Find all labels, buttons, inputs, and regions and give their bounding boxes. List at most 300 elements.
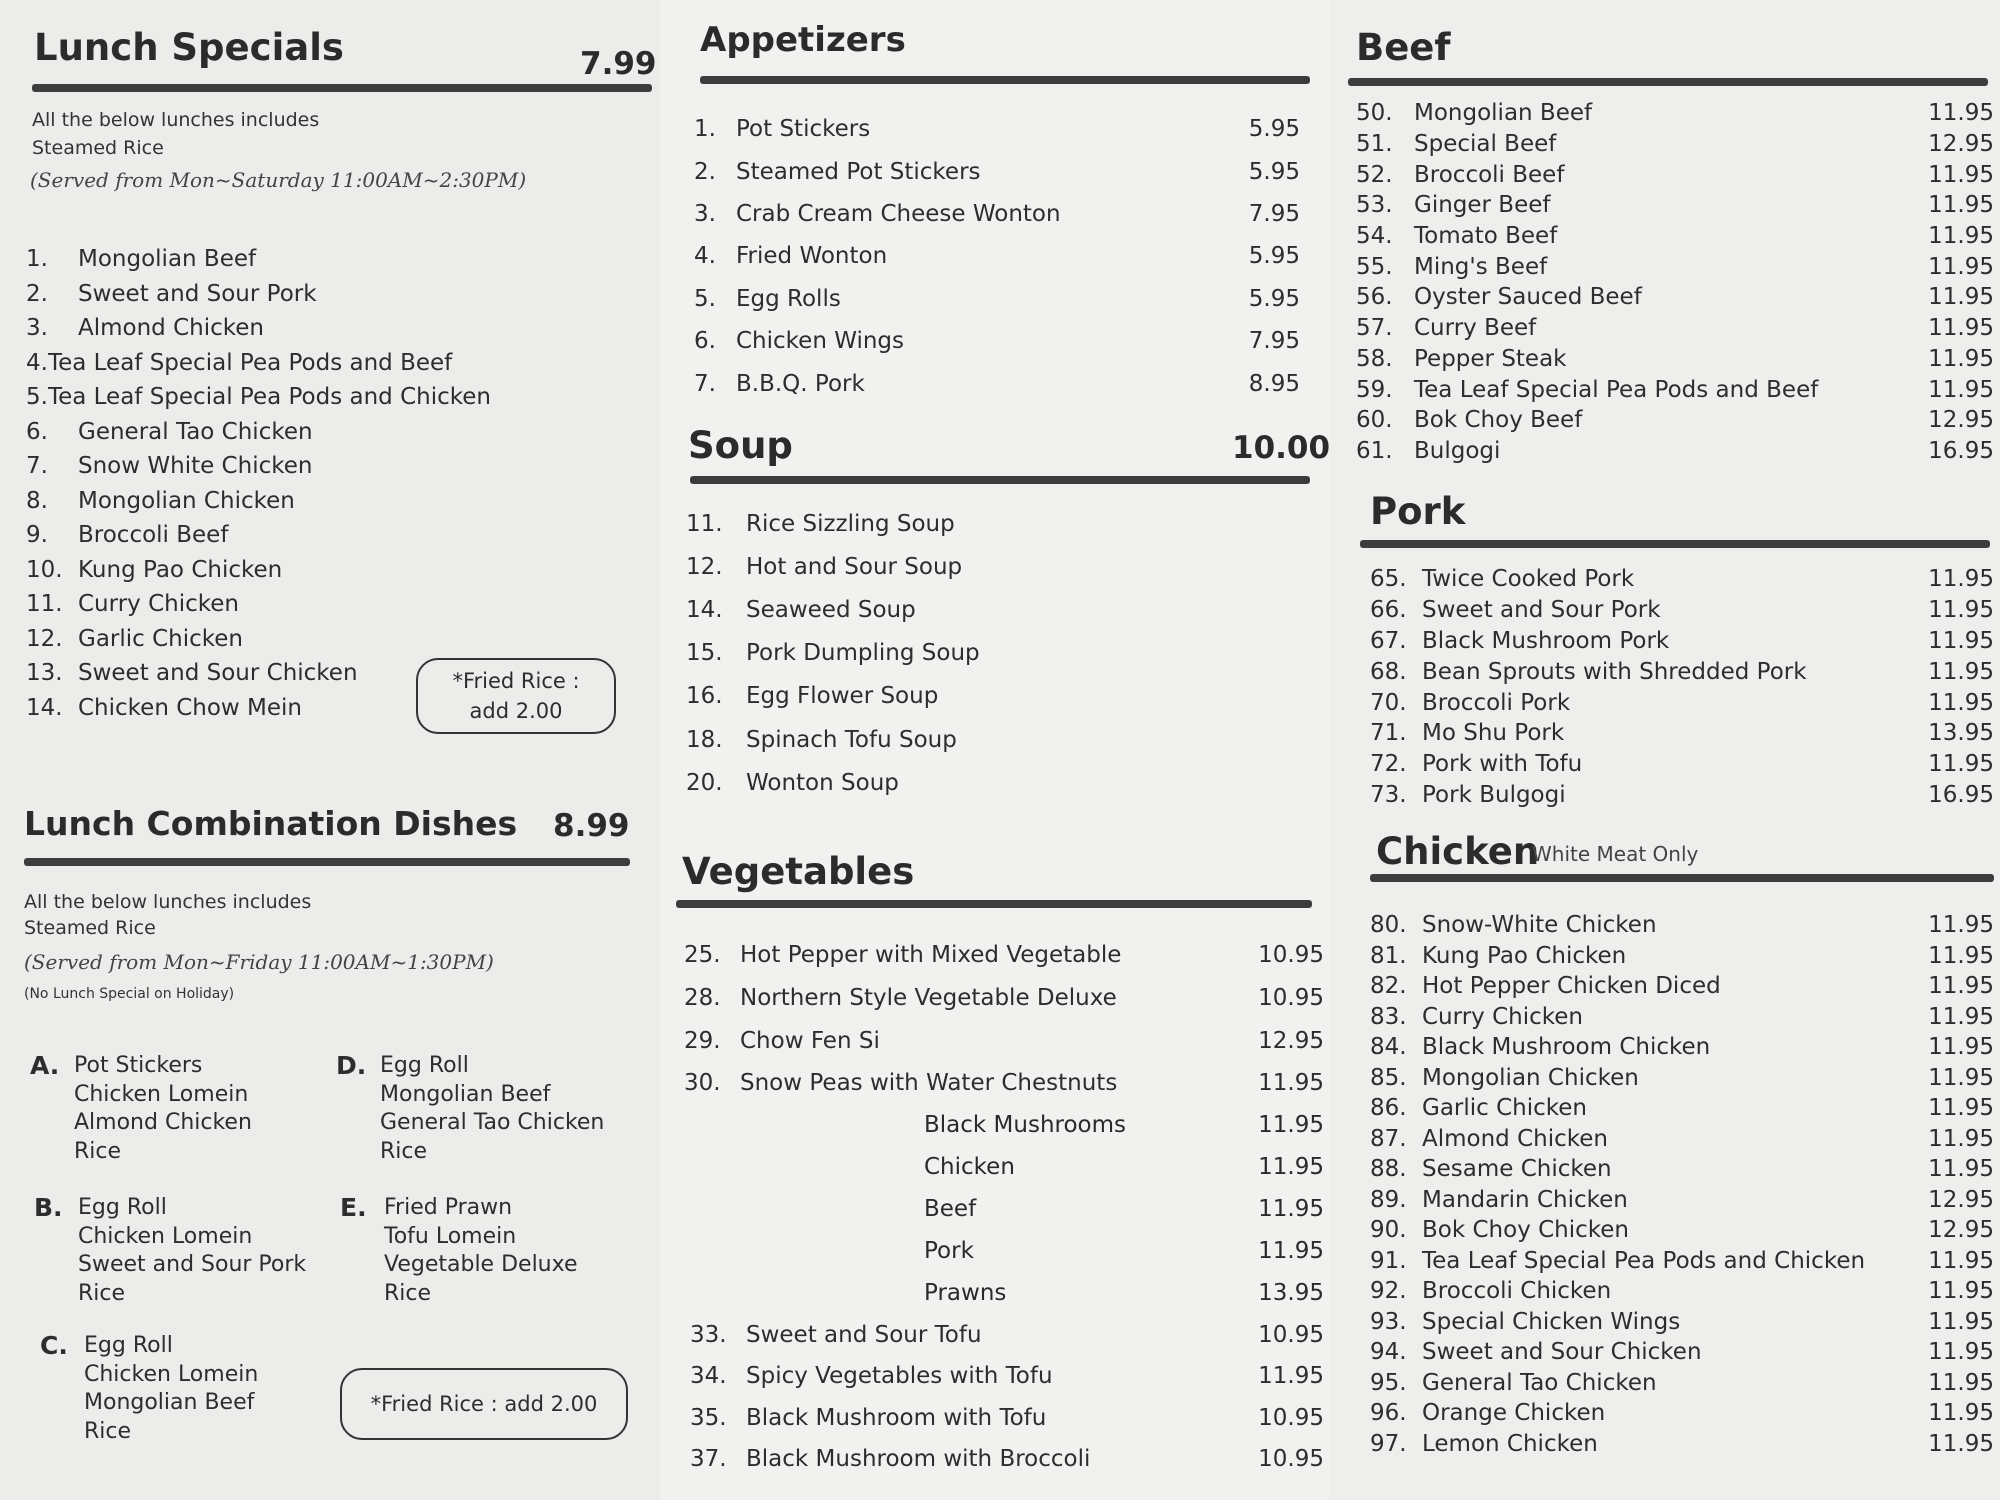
item-name: Spinach Tofu Soup xyxy=(746,726,957,753)
menu-item xyxy=(1370,749,1994,780)
variant-item xyxy=(924,1272,1324,1314)
menu-item xyxy=(26,656,446,691)
item-price: 10.95 xyxy=(1258,1446,1324,1473)
item-name: Steamed Pot Stickers xyxy=(736,158,981,185)
item-price: 11.95 xyxy=(1928,1064,1994,1091)
menu-item xyxy=(1370,564,1994,595)
item-price: 5.95 xyxy=(1248,285,1300,312)
item-name: Snow-White Chicken xyxy=(1422,912,1657,939)
item-price: 8.95 xyxy=(1248,370,1300,397)
item-number: 25. xyxy=(684,942,721,969)
menu-item xyxy=(26,691,446,726)
combo-line: General Tao Chicken xyxy=(380,1110,605,1135)
menu-item xyxy=(686,761,1186,804)
vegetables-list-bottom xyxy=(690,1314,1324,1480)
item-number: 71. xyxy=(1370,720,1407,747)
item-name: Ginger Beef xyxy=(1414,192,1551,219)
menu-item xyxy=(686,675,1186,718)
item-name: Broccoli Pork xyxy=(1422,689,1571,716)
menu-item xyxy=(690,1314,1324,1356)
menu-item xyxy=(1370,1185,1994,1216)
item-name: Black Mushroom Chicken xyxy=(1422,1034,1711,1061)
menu-panel-right xyxy=(1330,0,2000,1500)
menu-item xyxy=(1370,1246,1994,1277)
menu-item xyxy=(26,622,446,657)
menu-item xyxy=(1370,687,1994,718)
item-name: Hot Pepper with Mixed Vegetable xyxy=(740,942,1122,969)
item-price: 11.95 xyxy=(1928,1095,1994,1122)
item-name: Kung Pao Chicken xyxy=(78,556,283,583)
item-number: 2. xyxy=(26,280,48,307)
menu-item xyxy=(1370,595,1994,626)
item-price: 11.95 xyxy=(1928,1430,1994,1457)
item-name: Bok Choy Chicken xyxy=(1422,1217,1630,1244)
item-name: Sweet and Sour Chicken xyxy=(1422,1339,1702,1366)
menu-item xyxy=(694,193,1300,235)
item-number: 33. xyxy=(690,1321,727,1348)
item-name: Oyster Sauced Beef xyxy=(1414,284,1642,311)
item-number: 59. xyxy=(1356,376,1393,403)
appetizers-list xyxy=(694,108,1300,405)
lunch-combination-note-1: All the below lunches includes xyxy=(24,891,312,913)
item-name: Broccoli Chicken xyxy=(1422,1278,1612,1305)
variant-price: 11.95 xyxy=(1258,1112,1324,1138)
item-price: 11.95 xyxy=(1928,627,1994,654)
item-number: 54. xyxy=(1356,223,1393,250)
variant-name: Chicken xyxy=(924,1154,1015,1180)
combo-letter: C. xyxy=(40,1331,68,1360)
item-name: Sweet and Sour Pork xyxy=(1422,597,1661,624)
combo-line: Mongolian Beef xyxy=(380,1081,551,1107)
menu-item xyxy=(26,277,446,312)
item-name: Curry Chicken xyxy=(1422,1003,1583,1030)
item-number: 35. xyxy=(690,1404,727,1431)
menu-item xyxy=(26,553,446,588)
menu-item xyxy=(684,1019,1324,1062)
menu-item xyxy=(26,311,446,346)
combo-letter: A. xyxy=(30,1051,60,1080)
item-name: Almond Chicken xyxy=(78,315,264,342)
item-number: 60. xyxy=(1356,407,1393,434)
menu-item xyxy=(1370,1337,1994,1368)
item-name: Sweet and Sour Pork xyxy=(78,280,317,307)
combo-line: Egg Roll xyxy=(78,1195,167,1220)
item-name: Mongolian Beef xyxy=(1414,100,1593,127)
item-price: 12.95 xyxy=(1928,1186,1994,1213)
item-number: 57. xyxy=(1356,315,1393,342)
item-name: Tea Leaf Special Pea Pods and Chicken xyxy=(1422,1247,1866,1274)
item-price: 11.95 xyxy=(1928,597,1994,624)
item-name: Chicken Chow Mein xyxy=(78,694,303,721)
item-number: 50. xyxy=(1356,100,1393,127)
menu-item xyxy=(26,484,446,519)
combo-d xyxy=(336,1052,604,1166)
item-number: 90. xyxy=(1370,1217,1407,1244)
variant-name: Pork xyxy=(924,1238,974,1264)
menu-item xyxy=(684,977,1324,1020)
combo-line: Egg Roll xyxy=(84,1333,173,1358)
item-number: 53. xyxy=(1356,192,1393,219)
item-price: 10.95 xyxy=(1258,942,1324,969)
menu-item xyxy=(1370,1002,1994,1033)
item-price: 11.95 xyxy=(1928,253,1994,280)
section-rule xyxy=(700,76,1310,84)
beef-title: Beef xyxy=(1356,26,1451,69)
menu-item xyxy=(1370,941,1994,972)
variant-price: 11.95 xyxy=(1258,1154,1324,1180)
item-price: 11.95 xyxy=(1928,1125,1994,1152)
menu-item xyxy=(26,449,446,484)
item-price: 16.95 xyxy=(1928,781,1994,808)
section-rule xyxy=(1360,540,1990,548)
combo-c xyxy=(40,1332,258,1446)
combo-line: Rice xyxy=(74,1138,122,1164)
item-name: Pork with Tofu xyxy=(1422,751,1583,778)
item-name: Egg Rolls xyxy=(736,285,841,312)
menu-item xyxy=(686,502,1186,545)
item-number: 37. xyxy=(690,1446,727,1473)
combo-line: Chicken Lomein xyxy=(78,1223,253,1249)
menu-item xyxy=(690,1356,1324,1398)
section-rule xyxy=(32,84,652,92)
item-number: 4. xyxy=(694,243,716,270)
menu-item xyxy=(26,587,446,622)
menu-item xyxy=(1356,282,1994,313)
item-price: 7.95 xyxy=(1248,200,1300,227)
item-name: Crab Cream Cheese Wonton xyxy=(736,200,1061,227)
fried-rice-combo-note: *Fried Rice : add 2.00 xyxy=(370,1392,598,1416)
item-name: Egg Flower Soup xyxy=(746,683,939,710)
item-number: 93. xyxy=(1370,1308,1407,1335)
combo-line: Mongolian Beef xyxy=(84,1390,255,1415)
item-name: Spicy Vegetables with Tofu xyxy=(746,1363,1053,1390)
item-name: Tea Leaf Special Pea Pods and Beef xyxy=(1414,376,1819,403)
item-number: 28. xyxy=(684,985,721,1012)
lunch-specials-served-hours: (Served from Mon~Saturday 11:00AM~2:30PM) xyxy=(30,168,527,192)
menu-item xyxy=(690,1439,1324,1481)
combo-line: Chicken Lomein xyxy=(84,1361,259,1387)
lunch-combination-note-2: Steamed Rice xyxy=(24,917,156,939)
combo-line: Sweet and Sour Pork xyxy=(78,1252,307,1277)
combo-line: Rice xyxy=(380,1138,428,1164)
item-name: Mongolian Beef xyxy=(78,246,257,273)
chicken-list xyxy=(1370,910,1994,1459)
item-number: 85. xyxy=(1370,1064,1407,1091)
menu-item xyxy=(1356,129,1994,160)
menu-item xyxy=(1370,626,1994,657)
variant-item xyxy=(924,1146,1324,1188)
soup-title: Soup xyxy=(688,424,793,467)
item-name: Pepper Steak xyxy=(1414,345,1567,372)
menu-item xyxy=(1356,374,1994,405)
menu-item xyxy=(1370,1398,1994,1429)
item-name: Black Mushroom Pork xyxy=(1422,627,1670,654)
item-number: 52. xyxy=(1356,161,1393,188)
menu-item xyxy=(1370,910,1994,941)
item-price: 16.95 xyxy=(1928,437,1994,464)
lunch-combination-price: 8.99 xyxy=(553,808,630,844)
vegetables-list-top xyxy=(684,934,1324,1105)
combo-line: Rice xyxy=(384,1280,432,1306)
item-number: 13. xyxy=(26,660,63,687)
fried-rice-note-box xyxy=(416,658,616,734)
item-price: 11.95 xyxy=(1928,161,1994,188)
lunch-combination-holiday-note: (No Lunch Special on Holiday) xyxy=(24,986,235,1002)
item-number: 12. xyxy=(26,625,63,652)
item-price: 11.95 xyxy=(1928,658,1994,685)
item-number: 66. xyxy=(1370,597,1407,624)
item-number: 68. xyxy=(1370,658,1407,685)
lunch-specials-title: Lunch Specials xyxy=(34,26,344,69)
item-name: Orange Chicken xyxy=(1422,1400,1606,1427)
item-number: 83. xyxy=(1370,1003,1407,1030)
soup-price: 10.00 xyxy=(1232,430,1331,466)
combo-line: Chicken Lomein xyxy=(74,1081,249,1107)
menu-item xyxy=(1356,98,1994,129)
menu-item xyxy=(690,1397,1324,1439)
item-number: 87. xyxy=(1370,1125,1407,1152)
item-number: 92. xyxy=(1370,1278,1407,1305)
combo-b xyxy=(34,1194,306,1308)
menu-item xyxy=(1370,1154,1994,1185)
item-name: Hot and Sour Soup xyxy=(746,553,963,580)
variant-name: Prawns xyxy=(924,1280,1007,1306)
item-price: 11.95 xyxy=(1928,1003,1994,1030)
item-name: Northern Style Vegetable Deluxe xyxy=(740,985,1117,1012)
item-number: 14. xyxy=(26,694,63,721)
item-name: Bean Sprouts with Shredded Pork xyxy=(1422,658,1807,685)
item-number: 67. xyxy=(1370,627,1407,654)
item-price: 12.95 xyxy=(1928,131,1994,158)
item-name: General Tao Chicken xyxy=(1422,1369,1657,1396)
item-number: 3. xyxy=(694,200,716,227)
item-name: Mo Shu Pork xyxy=(1422,720,1565,747)
menu-panel-middle xyxy=(660,0,1330,1500)
item-number: 12. xyxy=(686,553,723,580)
item-number: 82. xyxy=(1370,973,1407,1000)
variant-item xyxy=(924,1230,1324,1272)
variant-name: Black Mushrooms xyxy=(924,1112,1127,1138)
item-price: 11.95 xyxy=(1928,1400,1994,1427)
item-number: 73. xyxy=(1370,781,1407,808)
item-name: Snow White Chicken xyxy=(78,453,313,480)
lunch-specials-note-1: All the below lunches includes xyxy=(32,109,320,131)
fried-rice-combo-box xyxy=(340,1368,628,1440)
menu-item xyxy=(1370,1093,1994,1124)
variant-price: 11.95 xyxy=(1258,1196,1324,1222)
item-name: Special Beef xyxy=(1414,131,1557,158)
item-price: 11.95 xyxy=(1928,689,1994,716)
combo-line: Almond Chicken xyxy=(74,1110,252,1135)
item-price: 11.95 xyxy=(1928,1034,1994,1061)
variant-item xyxy=(924,1188,1324,1230)
lunch-specials-price: 7.99 xyxy=(580,46,657,82)
item-number: 20. xyxy=(686,769,723,796)
menu-item xyxy=(686,632,1186,675)
lunch-combination-served-hours: (Served from Mon~Friday 11:00AM~1:30PM) xyxy=(24,950,494,974)
combo-line: Tofu Lomein xyxy=(384,1223,517,1249)
item-price: 11.95 xyxy=(1928,973,1994,1000)
item-number: 81. xyxy=(1370,942,1407,969)
item-name: Twice Cooked Pork xyxy=(1422,566,1635,593)
item-price: 11.95 xyxy=(1928,751,1994,778)
menu-item xyxy=(1356,159,1994,190)
item-number: 11. xyxy=(26,591,63,618)
item-name: Broccoli Beef xyxy=(1414,161,1565,188)
item-number: 96. xyxy=(1370,1400,1407,1427)
item-number: 30. xyxy=(684,1070,721,1097)
item-name: Hot Pepper Chicken Diced xyxy=(1422,973,1721,1000)
menu-item xyxy=(1370,1276,1994,1307)
combo-a xyxy=(30,1052,252,1166)
menu-item xyxy=(26,346,453,381)
menu-item xyxy=(1356,221,1994,252)
item-name: Curry Beef xyxy=(1414,315,1537,342)
item-number: 95. xyxy=(1370,1369,1407,1396)
item-number: 7. xyxy=(694,370,716,397)
item-number: 10. xyxy=(26,556,63,583)
combo-letter: B. xyxy=(34,1193,63,1222)
menu-item xyxy=(694,278,1300,320)
menu-item xyxy=(684,1062,1324,1105)
chicken-title: Chicken xyxy=(1376,830,1540,873)
item-price: 11.95 xyxy=(1928,284,1994,311)
item-number: 1. xyxy=(694,116,716,143)
item-price: 11.95 xyxy=(1258,1070,1324,1097)
menu-item xyxy=(694,320,1300,362)
item-price: 13.95 xyxy=(1928,720,1994,747)
menu-item xyxy=(684,934,1324,977)
vegetables-variant-list xyxy=(924,1104,1324,1314)
item-number: 97. xyxy=(1370,1430,1407,1457)
item-number: 2. xyxy=(694,158,716,185)
item-number: 70. xyxy=(1370,689,1407,716)
lunch-combination-title: Lunch Combination Dishes xyxy=(24,804,518,843)
menu-item xyxy=(1370,971,1994,1002)
variant-price: 13.95 xyxy=(1258,1280,1324,1306)
item-number: 88. xyxy=(1370,1156,1407,1183)
item-name: Chicken Wings xyxy=(736,328,904,355)
section-rule xyxy=(1370,874,1994,882)
item-number: 80. xyxy=(1370,912,1407,939)
menu-item xyxy=(1356,313,1994,344)
menu-item xyxy=(26,242,446,277)
combo-line: Pot Stickers xyxy=(74,1053,203,1078)
item-number: 6. xyxy=(26,418,48,445)
item-name: Sesame Chicken xyxy=(1422,1156,1612,1183)
menu-item xyxy=(694,150,1300,192)
vegetables-title: Vegetables xyxy=(682,850,915,893)
item-price: 11.95 xyxy=(1928,345,1994,372)
combo-letter: E. xyxy=(340,1193,367,1222)
item-name: Wonton Soup xyxy=(746,769,899,796)
item-number: 72. xyxy=(1370,751,1407,778)
item-number: 8. xyxy=(26,487,48,514)
item-number: 3. xyxy=(26,315,48,342)
menu-item xyxy=(694,108,1300,150)
menu-item xyxy=(1356,190,1994,221)
variant-item xyxy=(924,1104,1324,1146)
item-number: 5. xyxy=(694,285,716,312)
combo-line: Rice xyxy=(84,1418,132,1444)
item-number: 91. xyxy=(1370,1247,1407,1274)
item-price: 7.95 xyxy=(1248,328,1300,355)
item-name: Almond Chicken xyxy=(1422,1125,1608,1152)
item-name: Pork Dumpling Soup xyxy=(746,640,980,667)
item-number: 11. xyxy=(686,510,723,537)
combo-line: Fried Prawn xyxy=(384,1195,513,1220)
item-price: 11.95 xyxy=(1928,1339,1994,1366)
fried-rice-note-line2: add 2.00 xyxy=(469,699,563,723)
chicken-subtitle: White Meat Only xyxy=(1532,842,1699,866)
item-name: Tea Leaf Special Pea Pods and Chicken xyxy=(47,384,491,411)
item-name: Bulgogi xyxy=(1414,437,1501,464)
item-price: 11.95 xyxy=(1258,1363,1324,1390)
item-name: Special Chicken Wings xyxy=(1422,1308,1681,1335)
item-number: 4. xyxy=(26,349,48,376)
item-price: 11.95 xyxy=(1928,1247,1994,1274)
item-name: Lemon Chicken xyxy=(1422,1430,1598,1457)
menu-item xyxy=(1370,656,1994,687)
item-number: 5. xyxy=(26,384,48,411)
menu-item xyxy=(26,518,446,553)
item-number: 14. xyxy=(686,596,723,623)
item-name: Pork Bulgogi xyxy=(1422,781,1566,808)
fried-rice-note-line1: *Fried Rice : xyxy=(452,669,580,693)
item-name: Sweet and Sour Tofu xyxy=(746,1321,982,1348)
item-name: Ming's Beef xyxy=(1414,253,1548,280)
item-price: 11.95 xyxy=(1928,100,1994,127)
item-number: 89. xyxy=(1370,1186,1407,1213)
section-rule xyxy=(24,858,630,866)
item-name: Mongolian Chicken xyxy=(1422,1064,1639,1091)
combo-line: Rice xyxy=(78,1280,126,1306)
item-price: 10.95 xyxy=(1258,1404,1324,1431)
menu-item xyxy=(694,235,1300,277)
item-price: 10.95 xyxy=(1258,1321,1324,1348)
item-price: 12.95 xyxy=(1928,407,1994,434)
item-name: Snow Peas with Water Chestnuts xyxy=(740,1070,1118,1097)
item-price: 11.95 xyxy=(1928,1308,1994,1335)
item-price: 11.95 xyxy=(1928,942,1994,969)
item-price: 11.95 xyxy=(1928,315,1994,342)
item-number: 84. xyxy=(1370,1034,1407,1061)
soup-list xyxy=(686,502,1186,804)
item-price: 11.95 xyxy=(1928,1369,1994,1396)
menu-item xyxy=(694,362,1300,404)
item-number: 7. xyxy=(26,453,48,480)
item-name: Curry Chicken xyxy=(78,591,239,618)
item-number: 16. xyxy=(686,683,723,710)
menu-item xyxy=(1370,1063,1994,1094)
item-name: Chow Fen Si xyxy=(740,1027,880,1054)
item-name: Pot Stickers xyxy=(736,116,871,143)
item-number: 6. xyxy=(694,328,716,355)
item-name: Seaweed Soup xyxy=(746,596,916,623)
menu-item xyxy=(1370,1307,1994,1338)
item-number: 18. xyxy=(686,726,723,753)
section-rule xyxy=(676,900,1312,908)
menu-item xyxy=(1370,780,1994,811)
menu-item xyxy=(1370,1429,1994,1460)
item-price: 11.95 xyxy=(1928,912,1994,939)
appetizers-title: Appetizers xyxy=(700,20,906,60)
item-number: 94. xyxy=(1370,1339,1407,1366)
item-number: 58. xyxy=(1356,345,1393,372)
item-number: 56. xyxy=(1356,284,1393,311)
item-price: 11.95 xyxy=(1928,566,1994,593)
menu-item xyxy=(1356,251,1994,282)
